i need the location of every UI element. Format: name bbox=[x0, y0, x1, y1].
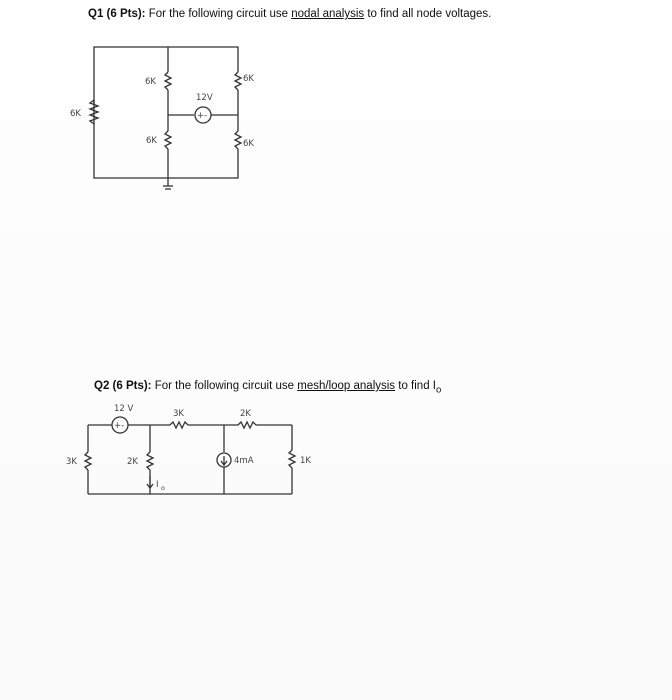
source-2-plus-minus: +- bbox=[114, 421, 125, 431]
question-1-text-before: For the following circuit use bbox=[145, 8, 292, 20]
resistor-left-3k-zigzag bbox=[85, 452, 91, 470]
label-r-top2: 2K bbox=[240, 409, 251, 419]
resistor-right-1k-zigzag bbox=[289, 450, 295, 468]
question-2-subscript: o bbox=[435, 384, 442, 396]
label-r-right: 1K bbox=[300, 456, 311, 466]
source-plus-minus: +- bbox=[197, 111, 208, 121]
label-source-2: 12 V bbox=[114, 404, 134, 414]
label-source-1: 12V bbox=[196, 93, 213, 103]
question-2-method: mesh/loop analysis bbox=[297, 380, 396, 392]
label-io: I bbox=[156, 480, 159, 490]
label-r-bottom-mid: 6K bbox=[146, 136, 157, 146]
label-r-left: 6K bbox=[70, 109, 81, 119]
resistor-mid-2k-zigzag bbox=[147, 452, 153, 470]
label-r-top1: 3K bbox=[173, 409, 184, 419]
label-r-mid-2: 2K bbox=[127, 457, 138, 467]
label-r-bottom-right: 6K bbox=[243, 139, 254, 149]
label-r-top-right: 6K bbox=[243, 74, 254, 84]
question-1-text-after: to find all node voltages. bbox=[364, 8, 492, 20]
question-2-label: Q2 (6 Pts): bbox=[94, 380, 152, 392]
label-r-left-2: 3K bbox=[66, 457, 77, 467]
question-1-method: nodal analysis bbox=[291, 8, 365, 20]
label-current-source: 4mA bbox=[234, 456, 254, 466]
label-io-sub: o bbox=[161, 484, 165, 492]
question-2-text-after: to find I bbox=[395, 380, 436, 392]
question-1-label: Q1 (6 Pts): bbox=[88, 8, 146, 20]
label-r-top-mid: 6K bbox=[145, 77, 156, 87]
resistor-top-3k-zigzag bbox=[170, 422, 188, 428]
question-2-text-before: For the following circuit use bbox=[151, 380, 298, 392]
resistor-top-2k-zigzag bbox=[238, 422, 256, 428]
